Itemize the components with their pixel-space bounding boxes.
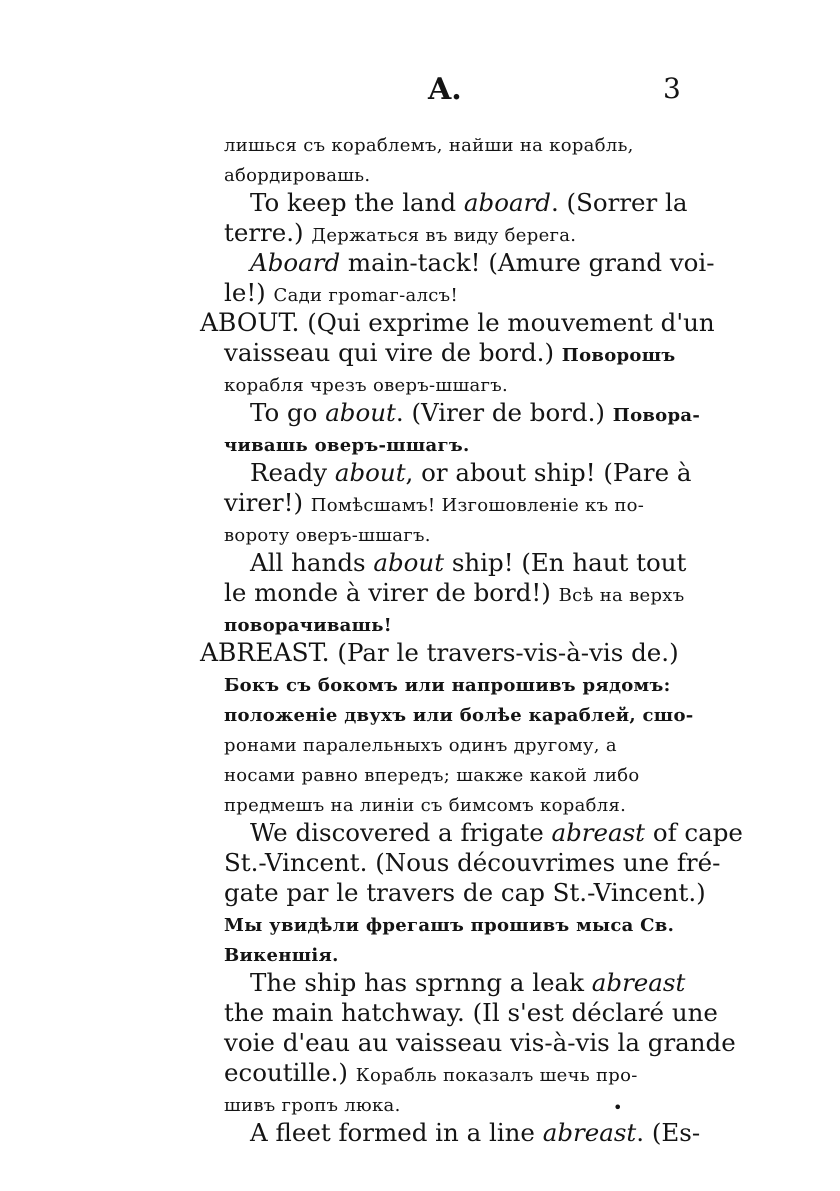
text-line [200, 788, 700, 818]
text-line [200, 548, 700, 578]
text-segment: (Qui exprime le mouvement d'un [299, 308, 715, 337]
text-line [200, 278, 700, 308]
text-segment: A fleet formed in a line [250, 1118, 543, 1147]
text-segment: le!) [224, 278, 274, 307]
italic-term: about [325, 398, 396, 427]
italic-term: about [373, 548, 445, 577]
russian-text: корабля чрезъ оверъ-шшагъ. [224, 375, 509, 396]
text-line [200, 998, 718, 1028]
text-segment: terre.) [224, 218, 312, 247]
text-segment: . (Sorrer la [550, 188, 688, 217]
text-line [200, 248, 715, 278]
text-line [200, 578, 700, 608]
italic-term: about [334, 458, 406, 487]
text-line [200, 128, 700, 158]
text-segment: The ship has sprnng a leak [250, 968, 592, 997]
russian-text: положеніе двухъ или болѣе караблей, сшо- [224, 705, 694, 726]
text-segment: gate par le travers de cap St.-Vincent.) [224, 878, 706, 907]
text-segment: of cape [645, 818, 743, 847]
russian-text: предмешъ на линіи съ бимсомъ корабля. [224, 795, 627, 816]
italic-term: abreast [551, 818, 646, 847]
text-segment: To go [250, 398, 326, 427]
text-line [200, 638, 700, 668]
text-segment: the main hatchway. (Il s'est déclaré une [224, 998, 718, 1027]
text-line [200, 1118, 700, 1148]
russian-text: чивашь оверъ-шшагъ. [224, 435, 470, 456]
russian-text: носами равно впередъ; шакже какой либо [224, 765, 640, 786]
russian-text: Мы увидѣли фрегашъ прошивъ мыса Св. [224, 915, 675, 936]
russian-text: Корабль показалъ шечь про- [355, 1065, 638, 1086]
text-line [200, 938, 700, 968]
italic-term: abreast [591, 968, 686, 997]
text-line [200, 458, 700, 488]
russian-text: Повора- [612, 405, 701, 426]
text-segment: voie d'eau au vaisseau vis-à-vis la grande [224, 1028, 736, 1057]
text-line [200, 368, 700, 398]
section-letter: A. [428, 72, 462, 107]
russian-text: Сади гроmаг-алсъ! [273, 285, 458, 306]
text-line [200, 818, 743, 848]
text-line [200, 728, 700, 758]
text-segment: virer!) [224, 488, 311, 517]
text-line [200, 1088, 700, 1118]
text-segment: vaisseau qui vire de bord.) [224, 338, 562, 367]
text-segment: le monde à virer de bord!) [224, 578, 559, 607]
text-line [200, 308, 715, 338]
text-line [200, 848, 721, 878]
text-line [200, 878, 706, 908]
russian-text: вороту оверъ-шшагъ. [224, 525, 431, 546]
text-line [200, 398, 700, 428]
text-segment: We discovered a frigate [250, 818, 552, 847]
text-segment: . (Es- [636, 1118, 701, 1147]
russian-text: Бокъ съ бокомъ или напрошивъ рядомъ: [224, 675, 671, 696]
text-line [200, 668, 700, 698]
page-number: 3 [663, 72, 681, 105]
text-line [200, 698, 700, 728]
text-line [200, 908, 700, 938]
text-segment: All hands [250, 548, 374, 577]
text-line [200, 488, 700, 518]
entry-headword: ABREAST. [200, 638, 330, 667]
text-segment: , or about ship! (Pare à [405, 458, 692, 487]
running-header [0, 72, 840, 112]
italic-term: Aboard [250, 248, 341, 277]
text-line [200, 158, 700, 188]
text-line [200, 188, 700, 218]
text-line [200, 218, 700, 248]
text-line [200, 968, 700, 998]
text-segment: ship! (En haut tout [444, 548, 687, 577]
russian-text: поворачивашь! [224, 615, 393, 636]
text-segment: main-tack! (Amure grand voi- [340, 248, 715, 277]
entry-headword: ABOUT. [200, 308, 300, 337]
russian-text: Держаться въ виду берега. [311, 225, 577, 246]
text-line [200, 1028, 736, 1058]
russian-text: лишься съ кораблемъ, найши на корабль, [224, 135, 634, 156]
text-segment: St.-Vincent. (Nous découvrimes une fré- [224, 848, 721, 877]
russian-text: ронами паралельныхъ одинъ другому, а [224, 735, 617, 756]
text-line [200, 608, 700, 638]
russian-text: Всѣ на верхъ [558, 585, 685, 606]
text-segment: ecoutille.) [224, 1058, 356, 1087]
russian-text: абордировашь. [224, 165, 371, 186]
text-segment: To keep the land [250, 188, 464, 217]
text-line [200, 338, 700, 368]
text-line [200, 1058, 700, 1088]
footer-mark: • [613, 1098, 623, 1117]
italic-term: abreast [542, 1118, 637, 1147]
russian-text: Поворошъ [561, 345, 676, 366]
italic-term: aboard [463, 188, 551, 217]
russian-text: Викеншія. [224, 945, 339, 966]
text-segment: (Par le travers-vis-à-vis de.) [329, 638, 679, 667]
russian-text: шивъ гропъ люка. [224, 1095, 401, 1116]
dictionary-text-column [200, 128, 743, 1148]
text-segment: Ready [250, 458, 335, 487]
text-segment: . (Virer de bord.) [395, 398, 613, 427]
text-line [200, 758, 700, 788]
text-line [200, 428, 700, 458]
text-line [200, 518, 700, 548]
russian-text: Помѣсшамъ! Изгошовленіе къ по- [310, 495, 645, 516]
